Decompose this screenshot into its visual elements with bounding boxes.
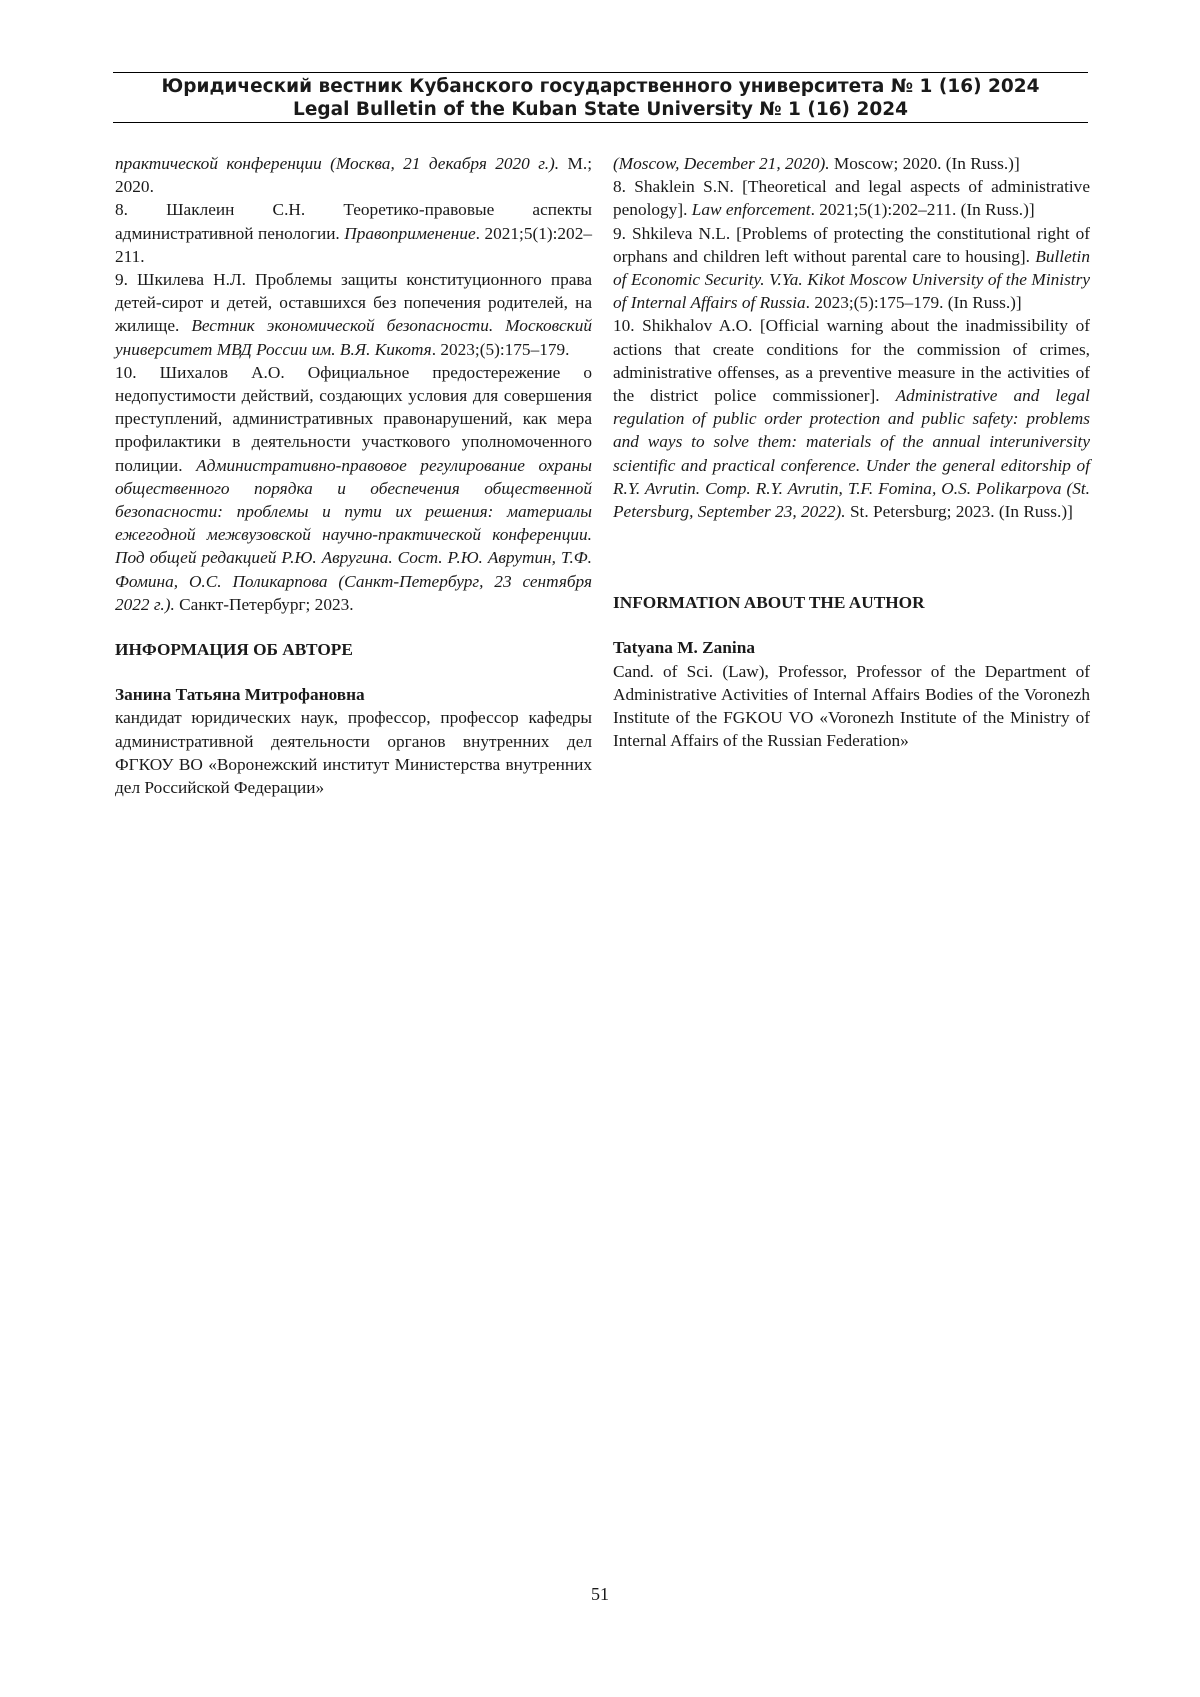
- reference-7-italic: практической конференции (Москва, 21 декабря 2020 г.).: [115, 154, 560, 173]
- reference-7-plain-en: Moscow; 2020. (In Russ.)]: [829, 154, 1020, 173]
- reference-8: [115, 198, 592, 268]
- reference-8-details: . 2021;5(1):202–211.: [115, 223, 592, 266]
- reference-9-details: . 2023;(5):175–179.: [431, 339, 570, 359]
- left-column: [115, 152, 592, 799]
- author-description-en: Cand. of Sci. (Law), Professor, Professor of the Department of Administrative Activities of Internal Affairs Bodies of the Voronezh Institute of the FGKOU VO «Voronezh Institute of the Ministry of Internal Affairs of the Russian Federation»: [613, 661, 1090, 751]
- reference-10-en: [613, 314, 1090, 523]
- reference-9-details-en: . 2023;(5):175–179. (In Russ.)]: [805, 293, 1022, 313]
- reference-8-details-en: . 2021;5(1):202–211. (In Russ.)]: [810, 200, 1035, 220]
- reference-10-source: Административно-правовое регулирование охраны общественного порядка и обеспечения общественной безопасности: проблемы и пути их решения: материалы ежегодной межвузовской научно-практической конференции. Под общей редакцией Р.Ю. Авругина. Сост. Р.Ю. Аврутин, Т.Ф. Фомина, О.С. Поликарпова (Санкт-Петербург, 23 сентября 2022 г.).: [115, 455, 592, 614]
- author-info-heading: ИНФОРМАЦИЯ ОБ АВТОРЕ: [115, 640, 353, 660]
- reference-10-details-en: St. Petersburg; 2023. (In Russ.)]: [845, 502, 1073, 522]
- reference-10-source-en: Administrative and legal regulation of public order protection and public safety: problems and ways to solve them: materials of the annual interuniversity scientific and practical conference. Under the general editorship of R.Y. Avrutin. Comp. R.Y. Avrutin, T.F. Fomina, O.S. Polikarpova (St. Petersburg, September 23, 2022).: [613, 386, 1090, 522]
- reference-9-journal: Вестник экономической безопасности. Московский университет МВД России им. В.Я. Кикотя: [115, 316, 592, 359]
- reference-9: [115, 268, 592, 361]
- reference-9-text: 9. Шкилева Н.Л. Проблемы защиты конституционного права детей-сирот и детей, оставшихся без попечения родителей, на жилище.: [115, 270, 592, 336]
- reference-7-italic-en: (Moscow, December 21, 2020).: [613, 154, 830, 173]
- reference-9-journal-en: Bulletin of Economic Security. V.Ya. Kikot Moscow University of the Ministry of Internal Affairs of Russia: [613, 246, 1090, 313]
- reference-8-journal: Правоприменение: [344, 223, 476, 243]
- author-name: Занина Татьяна Митрофановна: [115, 685, 365, 705]
- reference-7-tail-en: [613, 152, 1090, 175]
- header-title-en: Legal Bulletin of the Kuban State University № 1 (16) 2024: [293, 99, 908, 120]
- author-description: кандидат юридических наук, профессор, профессор кафедры административной деятельности органов внутренних дел ФГКОУ ВО «Воронежский институт Министерства внутренних дел Российской Федерации»: [115, 708, 592, 798]
- author-info-heading-en: INFORMATION ABOUT THE AUTHOR: [613, 593, 925, 613]
- reference-7-tail: [115, 152, 592, 198]
- running-header: [113, 72, 1088, 123]
- reference-10-text: 10. Шихалов А.О. Официальное предостережение о недопустимости действий, создающих условия для совершения преступлений, административных правонарушений, как мера профилактики в деятельности участкового уполномоченного полиции.: [115, 362, 592, 475]
- header-title-ru: Юридический вестник Кубанского государственного университета № 1 (16) 2024: [161, 76, 1040, 97]
- page-number: 51: [591, 1584, 609, 1604]
- reference-10-text-en: 10. Shikhalov A.O. [Official warning about the inadmissibility of actions that create conditions for the commission of crimes, administrative offenses, as a preventive measure in the activities of the district police commissioner].: [613, 316, 1090, 406]
- reference-8-journal-en: Law enforcement: [691, 200, 811, 220]
- reference-9-text-en: 9. Shkileva N.L. [Problems of protecting the constitutional right of orphans and children left without parental care to housing].: [613, 223, 1090, 266]
- reference-7-plain: М.; 2020.: [115, 154, 592, 197]
- reference-8-text-en: 8. Shaklein S.N. [Theoretical and legal aspects of administrative penology].: [613, 177, 1090, 220]
- reference-10: [115, 361, 592, 616]
- right-column: [613, 152, 1090, 752]
- author-name-en: Tatyana M. Zanina: [613, 638, 755, 658]
- reference-8-en: [613, 175, 1090, 221]
- reference-8-text: 8. Шаклеин С.Н. Теоретико-правовые аспекты административной пенологии.: [115, 200, 592, 243]
- reference-9-en: [613, 222, 1090, 315]
- reference-10-details: Санкт-Петербург; 2023.: [174, 594, 354, 614]
